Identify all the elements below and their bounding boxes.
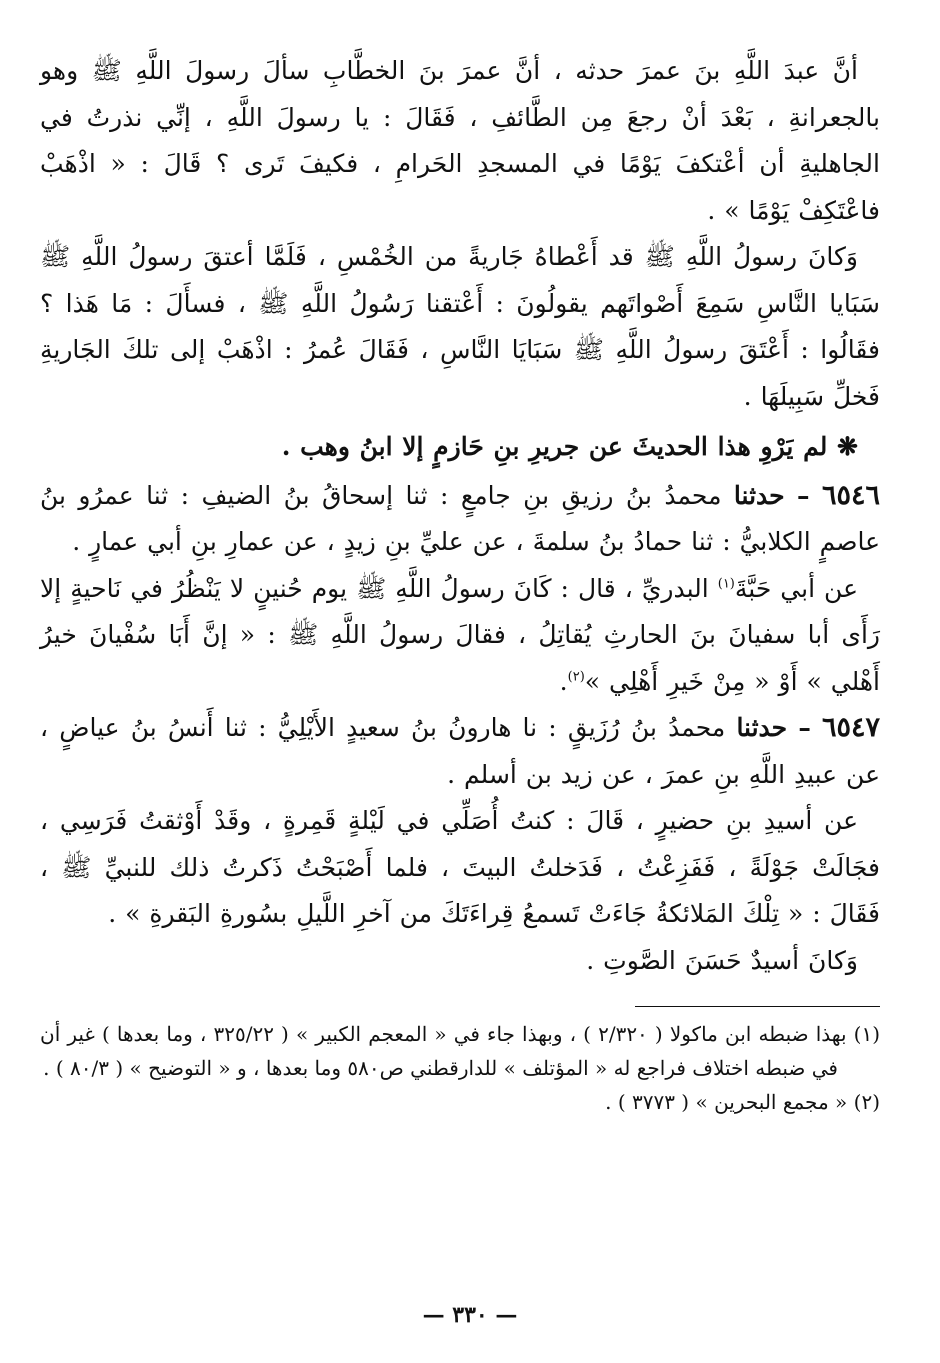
footnote-2: (٢) « مجمع البحرين » ( ٣٧٧٣ ) .: [605, 1090, 880, 1114]
hadith-dash: –: [797, 480, 810, 510]
editor-note-text: لم يَرْوِ هذا الحديثَ عن جريرِ بنِ حَازمٍ إلا ابنُ وهب .: [281, 432, 828, 461]
hadith-6547-closing: وَكانَ أسيدٌ حَسَنَ الصَّوتِ .: [586, 945, 858, 975]
matn-text-a: عن أبي حَبَّةَ: [734, 573, 858, 603]
paragraph-2: وَكانَ رسولُ اللَّهِ ﷺ قد أَعْطاهُ جَاريةً من الخُمْسِ ، فَلَمَّا أعتقَ رسولُ اللَّهِ ﷺ سَبَايا النَّاسِ سَمِعَ أَصْواتَهم يقولُونَ : أَعْتقنا رَسُولُ اللَّهِ ﷺ ، فسأَلَ : مَا هَذا ؟ فقَالُوا : أَعْتَقَ رسولُ اللَّهِ ﷺ سَبَايَا النَّاسِ ، فَقَالَ عُمرُ : اذْهَبْ إلى تلكَ الجَاريةِ فَخلِّ سَبِيلَهَا .: [40, 242, 880, 411]
hadith-6547-matn: عن أسيدِ بنِ حضيرٍ ، قَالَ : كنتُ أُصَلِّي في لَيْلةٍ قَمِرةٍ ، وقَدْ أَوْثقتُ فَرَسِي ، فجَالَتْ جَوْلَةً ، فَفَزِعْتُ ، فَدَخلتُ البيتَ ، فلما أَصْبَحْتُ ذَكرتُ ذلك للنبيِّ ﷺ ، فَقَالَ : « تِلْكَ المَلائكةُ جَاءَتْ تَسمعُ قِراءَتَكَ من آخرِ اللَّيلِ بسُورةِ البَقرةِ » .: [40, 806, 880, 928]
footnote-divider: [635, 1006, 880, 1007]
matn-text-c: .: [559, 666, 568, 696]
footnote-ref-1: (١): [717, 576, 735, 592]
hadith-keyword: حدثنا: [733, 480, 785, 510]
page-number: — ٣٣٠ —: [422, 1302, 518, 1328]
hadith-6547-isnad: [40, 705, 880, 798]
hadith-6546-isnad: [40, 473, 880, 566]
hadith-number: ٦٥٤٧: [821, 712, 880, 743]
footnote-1: (١) بهذا ضبطه ابن ماكولا ( ٢/٣٢٠ ) ، وبهذا جاء في « المعجم الكبير » ( ٣٢٥/٢٢ ، وما بعدها ) غير أن في ضبطه اختلاف فراجع له « المؤتلف » للدارقطني ص٥٨٠ وما بعدها ، و « التوضيح » ( ٨٠/٣ ) .: [40, 1022, 881, 1080]
hadith-isnad-text: محمدُ بنُ رُزَيقٍ : نا هارونُ بنُ سعيدٍ الأَيْلِيُّ : ثنا أَنسُ بنُ عياضٍ ، عن عبيدِ اللَّهِ بنِ عمرَ ، عن زيد بن أسلم .: [40, 713, 880, 789]
hadith-6546-matn: [40, 566, 880, 706]
star-icon: ❋: [837, 432, 858, 461]
hadith-number: ٦٥٤٦: [821, 479, 880, 511]
hadith-keyword: حدثنا: [736, 713, 788, 742]
hadith-isnad-text: محمدُ بنُ رزيقِ بنِ جامعٍ : ثنا إسحاقُ بنُ الضيفِ : ثنا عمرُو بنُ عاصمٍ الكلابيُّ : ثنا حمادُ بنُ سلمةَ ، عن عليِّ بنِ زيدٍ ، عن عمارِ بنِ أبي عمارٍ .: [40, 480, 880, 556]
footnotes: [40, 1017, 880, 1119]
paragraph-1: أنَّ عبدَ اللَّهِ بنَ عمرَ حدثه ، أنَّ عمرَ بنَ الخطَّابِ سألَ رسولَ اللَّهِ ﷺ وهو بالجعرانةِ ، بَعْدَ أنْ رجعَ مِن الطَّائفِ ، فَقَالَ : يا رسولَ اللَّهِ ، إنِّي نذرتُ في الجاهليةِ أن أعْتكفَ يَوْمًا في المسجدِ الحَرامِ ، فكيفَ تَرى ؟ قَالَ : « اذْهَبْ فاعْتَكِفْ يَوْمًا » .: [40, 56, 880, 225]
document-page: [40, 48, 880, 1119]
editor-note: [40, 424, 880, 471]
matn-text-b: البدريِّ ، قال : كَانَ رسولُ اللَّهِ ﷺ يوم حُنينٍ لا يَنْظُرُ في نَاحيةٍ إلا رَأَى أبا سفيانَ بنَ الحارثِ يُقاتِلُ ، فقالَ رسولُ اللَّهِ ﷺ : « إنَّ أَبَا سُفْيانَ خيرُ أَهْلي » أَوْ « مِنْ خَيرِ أَهْلِي »: [40, 573, 880, 696]
footnote-ref-2: (٢): [567, 669, 585, 685]
main-text: [40, 48, 880, 984]
hadith-dash: –: [798, 713, 811, 742]
